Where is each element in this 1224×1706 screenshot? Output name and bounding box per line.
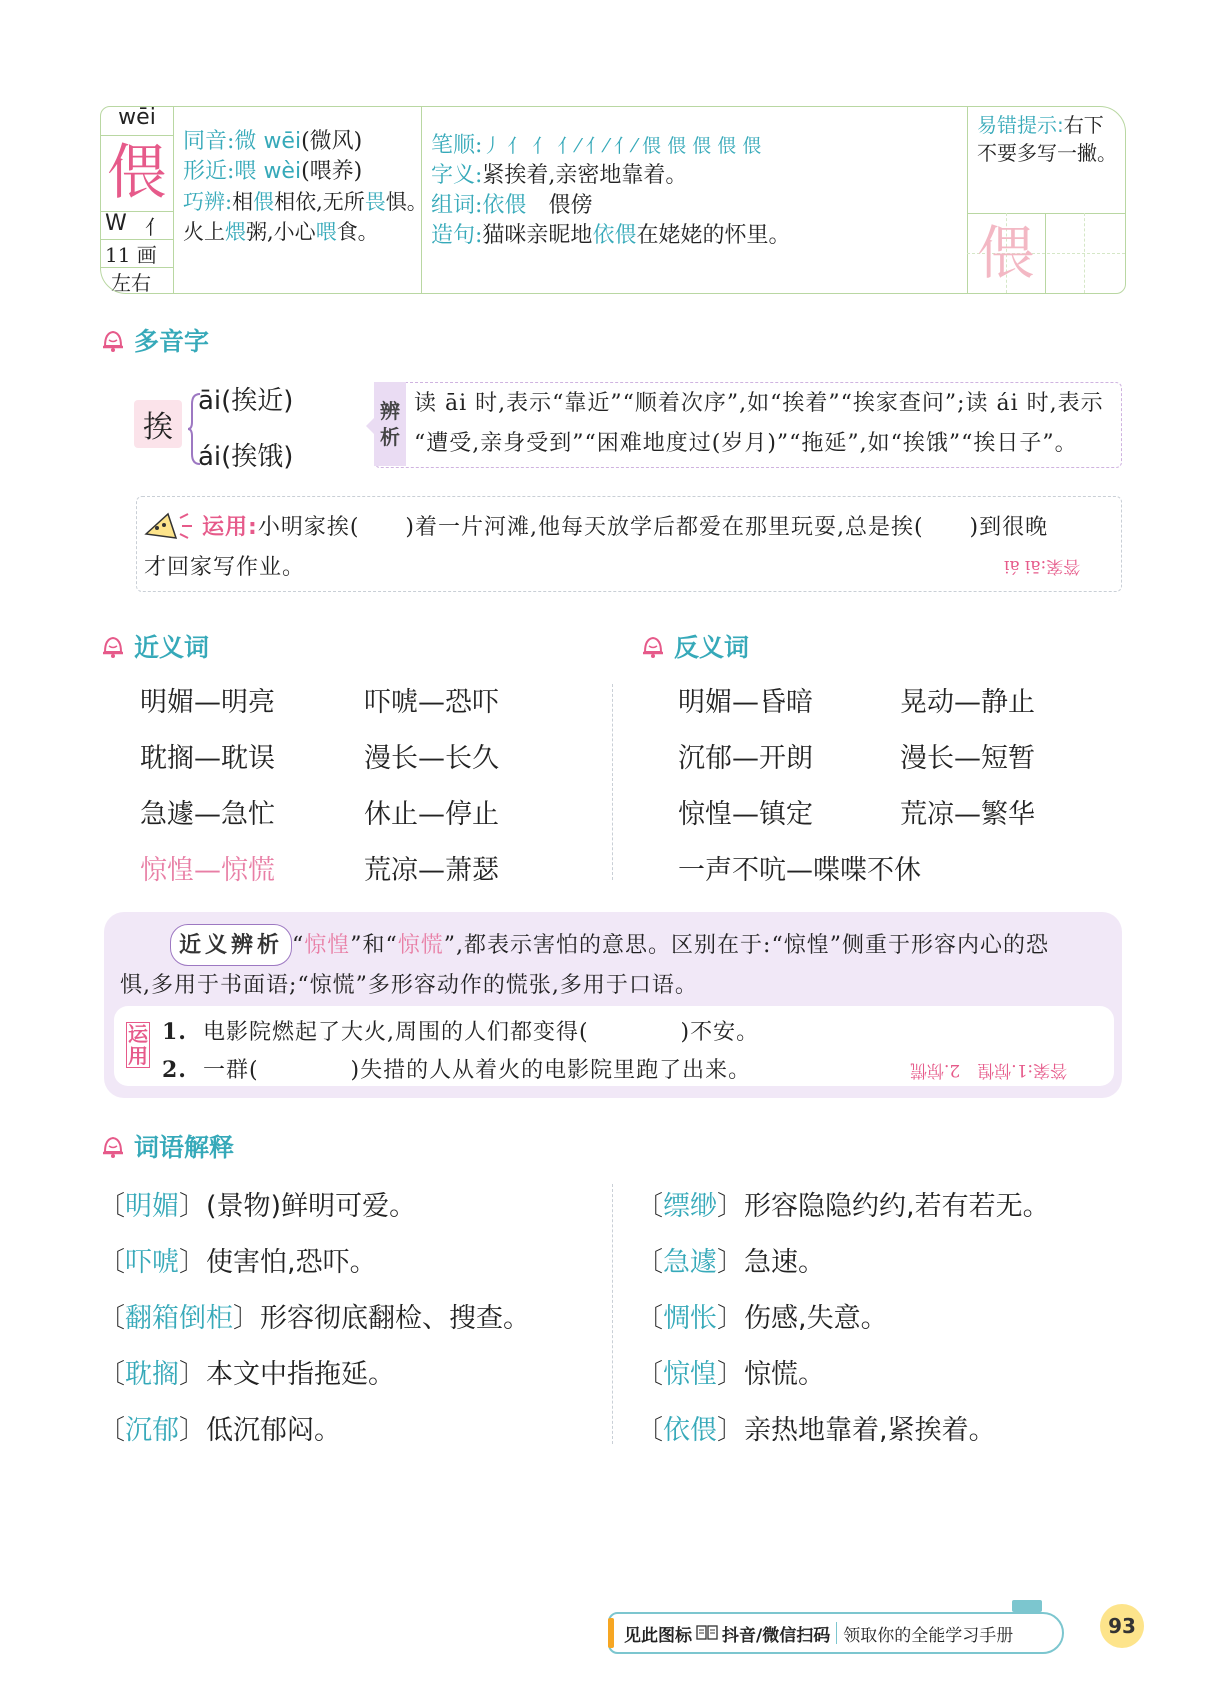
antonyms-heading-text: 反义词 [674, 633, 750, 662]
glossary-def: 伤感,失意。 [744, 1303, 888, 1334]
exercise-text: 电影院燃起了大火,周围的人们都变得( )不安。 [202, 1020, 760, 1045]
use-tag [126, 1022, 150, 1068]
tracing-grid [967, 213, 1125, 293]
glossary-entry: 〔惊惶〕惊慌。 [636, 1359, 825, 1390]
analysis-answer: 答案:1.惊惶 2.惊慌 [910, 1060, 1068, 1080]
glossary-term: 耽搁 [125, 1359, 179, 1390]
glossary-def: 使害怕,恐吓。 [206, 1247, 377, 1278]
character-card [100, 106, 1126, 294]
zaoju-highlight: 依偎 [592, 223, 637, 248]
yicuo-label: 易错提示: [977, 113, 1064, 137]
megaphone-icon [142, 508, 200, 544]
qiaoban-highlight: 喂 [315, 220, 337, 244]
glossary-term: 吓唬 [125, 1247, 179, 1278]
exercise-text: 一群( )失措的人从着火的电影院里跑了出来。 [202, 1058, 752, 1083]
card-strokes: 11 画 [105, 243, 157, 267]
glossary-def: 形容隐隐约约,若有若无。 [744, 1191, 1050, 1222]
zuci-word-1: 依偎 [482, 193, 527, 218]
zaoju-line [431, 221, 790, 251]
antonym-pair: 晃动—静止 [900, 687, 1035, 718]
exercise-num: 2. [162, 1057, 187, 1083]
polyphone-use-line-2: 才回家写作业。 [144, 555, 306, 580]
analysis-line-1 [170, 924, 1049, 966]
glossary-term: 惆怅 [663, 1303, 717, 1334]
bishun-strokes: 丿 亻 亻 亻⁄ 亻⁄ 亻⁄ 偎 偎 偎 偎 偎 [482, 135, 762, 157]
footer-text-2: 抖音/微信扫码 [722, 1625, 831, 1646]
glossary-entry: 〔沉郁〕低沉郁闷。 [98, 1415, 341, 1446]
polyphone-line-2: “遭受,亲身受到”“困难地度过(岁月)”“拖延”,如“挨饿”“挨日子”。 [414, 431, 1078, 456]
synonym-pair: 荒凉—萧瑟 [364, 855, 499, 886]
polyphone-reading-2: ái(挨饿) [198, 442, 294, 472]
zuci-word-2: 偎傍 [548, 193, 593, 218]
glossary-def: 低沉郁闷。 [206, 1415, 341, 1446]
qiaoban-highlight: 偎 [253, 190, 275, 214]
synonym-pair: 漫长—长久 [364, 743, 499, 774]
trace-character: 偎 [976, 219, 1035, 287]
analysis-line-2: 惧,多用于书面语;“惊慌”多形容动作的慌张,多用于口语。 [120, 973, 698, 998]
column-divider [612, 684, 613, 880]
exercise-num: 1. [162, 1019, 187, 1045]
qiaoban-text: 相 [232, 190, 254, 214]
zaoju-text: 在姥姥的怀里。 [636, 223, 791, 248]
polyphone-heading-text: 多音字 [134, 327, 210, 356]
qiaoban-label: 巧辨: [183, 190, 233, 214]
card-character: 偎 [107, 138, 167, 208]
glossary-entry: 〔急遽〕急速。 [636, 1247, 825, 1278]
page-number: 93 [1100, 1604, 1144, 1648]
bell-icon [100, 1133, 126, 1159]
analysis-tag-1: 辨 [380, 399, 400, 423]
synonym-pair: 急遽—急忙 [140, 799, 275, 830]
glossary-entry: 〔惆怅〕伤感,失意。 [636, 1303, 888, 1334]
glossary-def: (景物)鲜明可爱。 [206, 1191, 417, 1222]
synonym-pair: 休止—停止 [364, 799, 499, 830]
bell-icon [100, 633, 126, 659]
glossary-heading [100, 1128, 234, 1164]
glossary-def: 急速。 [744, 1247, 825, 1278]
footer-text-3: 领取你的全能学习手册 [843, 1625, 1014, 1646]
analysis-text: “ [292, 933, 305, 958]
antonym-pair: 漫长—短暂 [900, 743, 1035, 774]
polyphone-reading-1: āi(挨近) [198, 386, 294, 416]
book-icon [696, 1624, 718, 1642]
qiaoban-line-2 [183, 217, 379, 247]
yicuo-text-1: 右下 [1063, 113, 1104, 137]
xingjin-pinyin: wèi [263, 159, 302, 184]
polyphone-heading [100, 322, 209, 358]
exercise-item-2 [162, 1050, 751, 1091]
glossary-term: 翻箱倒柜 [125, 1303, 233, 1334]
antonym-pair: 明媚—昏暗 [678, 687, 813, 718]
polyphone-answer: 答案:āi ái [1004, 556, 1081, 576]
zaoju-text: 猫咪亲昵地 [482, 223, 593, 248]
footer-scan-banner[interactable] [608, 1612, 1064, 1654]
glossary-entry: 〔明媚〕(景物)鲜明可爱。 [98, 1191, 417, 1222]
qiaoban-text: 火上 [183, 220, 225, 244]
qiaoban-text: 粥,小心 [246, 220, 316, 244]
bell-icon [100, 327, 126, 353]
glossary-term: 缥缈 [663, 1191, 717, 1222]
zuci-label: 组词: [431, 193, 483, 218]
tongyin-line [183, 127, 362, 157]
qiaoban-text: 惧。 [385, 190, 428, 214]
analysis-text: ”和“ [350, 933, 398, 958]
analysis-tag-2: 析 [380, 425, 400, 449]
ziyi-label: 字义: [431, 163, 483, 188]
ziyi-line [431, 161, 687, 191]
use-tag-1: 运 [128, 1022, 148, 1046]
yicuo-tip [977, 111, 1117, 167]
card-structure: 左右 [111, 271, 151, 295]
analysis-tag [374, 382, 406, 466]
ziyi-text: 紧挨着,亲密地靠着。 [482, 163, 688, 188]
tongyin-rest: (微风) [301, 129, 363, 154]
bell-icon [640, 633, 666, 659]
tongyin-pinyin: wēi [263, 129, 302, 154]
synonym-pair: 明媚—明亮 [140, 687, 275, 718]
polyphone-char: 挨 [134, 400, 182, 448]
analysis-text: ”,都表示害怕的意思。区别在于:“惊惶”侧重于形容内心的恐 [443, 933, 1049, 958]
use-text: 小明家挨( )着一片河滩,他每天放学后都爱在那里玩耍,总是挨( )到很晚 [257, 515, 1049, 540]
footer-accent [608, 1618, 614, 1648]
glossary-term: 急遽 [663, 1247, 717, 1278]
yicuo-text-2: 不要多写一撇。 [977, 141, 1117, 165]
glossary-term: 沉郁 [125, 1415, 179, 1446]
use-tag-2: 用 [128, 1044, 148, 1068]
qiaoban-line [183, 187, 428, 217]
bishun-label: 笔顺: [431, 133, 483, 158]
polyphone-line-1: 读 āi 时,表示“靠近”“顺着次序”,如“挨着”“挨家查问”;读 ái 时,表示 [414, 391, 1104, 416]
glossary-entry: 〔吓唬〕使害怕,恐吓。 [98, 1247, 377, 1278]
glossary-entry: 〔耽搁〕本文中指拖延。 [98, 1359, 395, 1390]
card-radical-letter: W [105, 211, 127, 236]
synonym-pair: 吓唬—恐吓 [364, 687, 499, 718]
analysis-tag: 近义辨析 [170, 924, 292, 966]
analysis-word-1: 惊惶 [304, 933, 351, 958]
glossary-def: 亲热地靠着,紧挨着。 [744, 1415, 996, 1446]
qiaoban-highlight: 煨 [225, 220, 246, 244]
glossary-entry: 〔依偎〕亲热地靠着,紧挨着。 [636, 1415, 996, 1446]
qiaoban-text: 食。 [336, 220, 379, 244]
glossary-heading-text: 词语解释 [134, 1133, 235, 1162]
glossary-entry: 〔缥缈〕形容隐隐约约,若有若无。 [636, 1191, 1050, 1222]
footer-text-1: 见此图标 [624, 1625, 692, 1646]
synonym-pair: 耽搁—耽误 [140, 743, 275, 774]
glossary-term: 惊惶 [663, 1359, 717, 1390]
analysis-arrow [366, 418, 374, 434]
zaoju-label: 造句: [431, 223, 483, 248]
use-label: 运用: [202, 515, 258, 540]
xingjin-char: 喂 [234, 159, 257, 184]
glossary-term: 明媚 [125, 1191, 179, 1222]
synonym-pair-highlight: 惊惶—惊慌 [140, 855, 275, 886]
antonym-pair: 一声不吭—喋喋不休 [678, 855, 921, 886]
exercise-item-1 [162, 1012, 759, 1053]
xingjin-line [183, 157, 362, 187]
card-radical: 亻 [145, 215, 165, 239]
zuci-line [431, 191, 592, 221]
tongyin-label: 同音: [183, 129, 235, 154]
polyphone-use-line-1 [202, 508, 1048, 548]
synonyms-heading-text: 近义词 [134, 633, 210, 662]
bishun-line [431, 131, 761, 161]
qiaoban-text: 相依,无所 [274, 190, 365, 214]
qiaoban-highlight: 畏 [364, 190, 386, 214]
synonyms-heading [100, 628, 209, 664]
glossary-entry: 〔翻箱倒柜〕形容彻底翻检、搜查。 [98, 1303, 530, 1334]
xingjin-label: 形近: [183, 159, 235, 184]
antonym-pair: 荒凉—繁华 [900, 799, 1035, 830]
antonym-pair: 惊惶—镇定 [678, 799, 813, 830]
card-pinyin: wēi [118, 105, 156, 130]
glossary-def: 形容彻底翻检、搜查。 [260, 1303, 530, 1334]
tongyin-char: 微 [234, 129, 257, 154]
xingjin-rest: (喂养) [301, 159, 363, 184]
antonym-pair: 沉郁—开朗 [678, 743, 813, 774]
glossary-divider [612, 1184, 613, 1444]
analysis-word-2: 惊慌 [397, 933, 444, 958]
glossary-def: 本文中指拖延。 [206, 1359, 395, 1390]
footer-tab-icon [1012, 1600, 1042, 1612]
antonyms-heading [640, 628, 749, 664]
glossary-term: 依偎 [663, 1415, 717, 1446]
glossary-def: 惊慌。 [744, 1359, 825, 1390]
